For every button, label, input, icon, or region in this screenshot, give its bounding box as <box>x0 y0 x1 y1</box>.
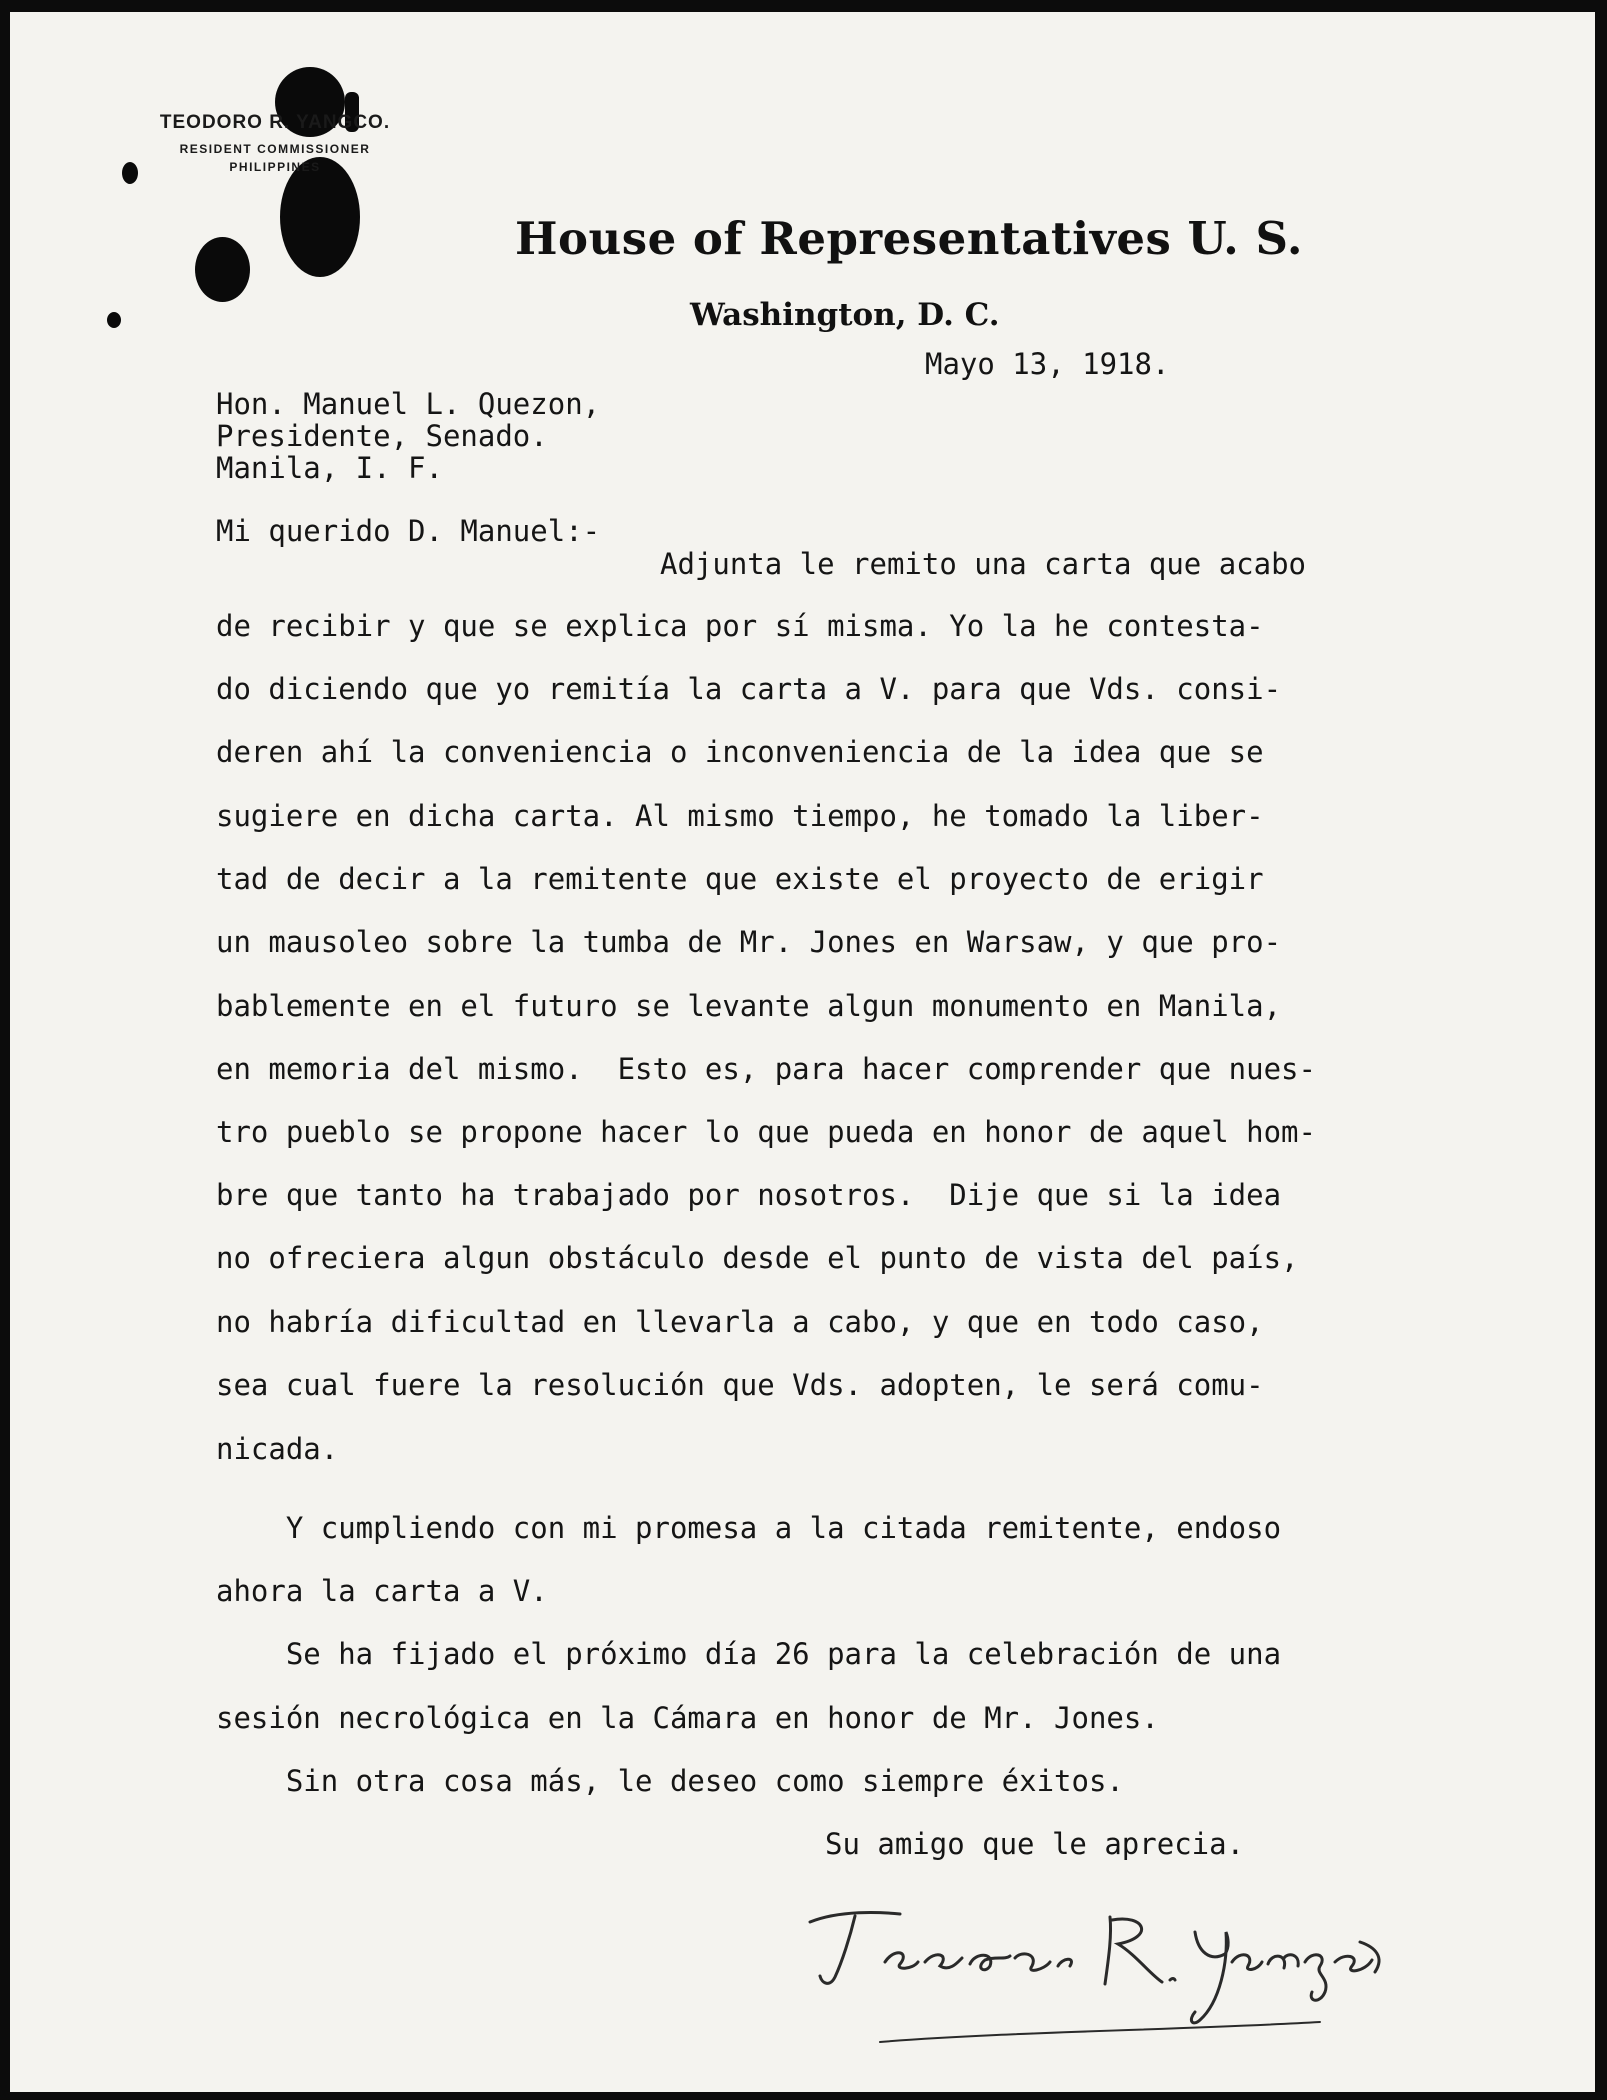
paragraph-line: ahora la carta a V. <box>216 1574 548 1608</box>
body-line: do diciendo que yo remitía la carta a V. para que Vds. consi- <box>216 672 1282 706</box>
body-line: en memoria del mismo. Esto es, para hacer comprender que nues- <box>216 1052 1316 1086</box>
letterhead-name: TEODORO R. YANGCO. <box>159 112 391 133</box>
handwritten-signature <box>800 1892 1390 2052</box>
ink-blot <box>280 157 360 277</box>
house-heading: House of Representatives U. S. <box>515 212 1304 265</box>
body-line: tad de decir a la remitente que existe el proyecto de erigir <box>216 862 1264 896</box>
body-line: de recibir y que se explica por sí misma. Yo la he contesta- <box>216 609 1264 643</box>
body-line: sugiere en dicha carta. Al mismo tiempo, he tomado la liber- <box>216 799 1264 833</box>
letter-date: Mayo 13, 1918. <box>925 347 1170 381</box>
ink-blot <box>195 237 250 302</box>
letterhead-place: PHILIPPINES <box>229 160 321 174</box>
body-line: bre que tanto ha trabajado por nosotros. Dije que si la idea <box>216 1178 1282 1212</box>
paragraph-line: sesión necrológica en la Cámara en honor de Mr. Jones. <box>216 1701 1159 1735</box>
body-line: sea cual fuere la resolución que Vds. adopten, le será comu- <box>216 1368 1264 1402</box>
closing-line: Su amigo que le aprecia. <box>825 1827 1245 1861</box>
paragraph-line: Se ha fijado el próximo día 26 para la celebración de una <box>216 1637 1282 1671</box>
salutation: Mi querido D. Manuel:- <box>216 514 601 548</box>
paragraph-line: Sin otra cosa más, le deseo como siempre éxitos. <box>216 1764 1124 1798</box>
body-line: deren ahí la conveniencia o inconveniencia de la idea que se <box>216 735 1264 769</box>
body-line: tro pueblo se propone hacer lo que pueda en honor de aquel hom- <box>216 1115 1316 1149</box>
ink-blot <box>107 312 121 328</box>
letter-page <box>10 12 1595 2092</box>
letterhead-block <box>125 112 425 174</box>
body-line: no ofreciera algun obstáculo desde el punto de vista del país, <box>216 1241 1299 1275</box>
body-line: un mausoleo sobre la tumba de Mr. Jones en Warsaw, y que pro- <box>216 925 1282 959</box>
body-line: nicada. <box>216 1432 339 1466</box>
recipient-line: Presidente, Senado. <box>216 419 548 453</box>
paragraph-line: Y cumpliendo con mi promesa a la citada remitente, endoso <box>216 1511 1282 1545</box>
body-line: no habría dificultad en llevarla a cabo, y que en todo caso, <box>216 1305 1264 1339</box>
recipient-line: Hon. Manuel L. Quezon, <box>216 387 601 421</box>
city-heading: Washington, D. C. <box>690 297 1000 333</box>
recipient-line: Manila, I. F. <box>216 451 443 485</box>
body-first-line: Adjunta le remito una carta que acabo <box>660 547 1307 581</box>
body-line: bablemente en el futuro se levante algun monumento en Manila, <box>216 989 1282 1023</box>
letterhead-title: RESIDENT COMMISSIONER <box>179 142 371 156</box>
